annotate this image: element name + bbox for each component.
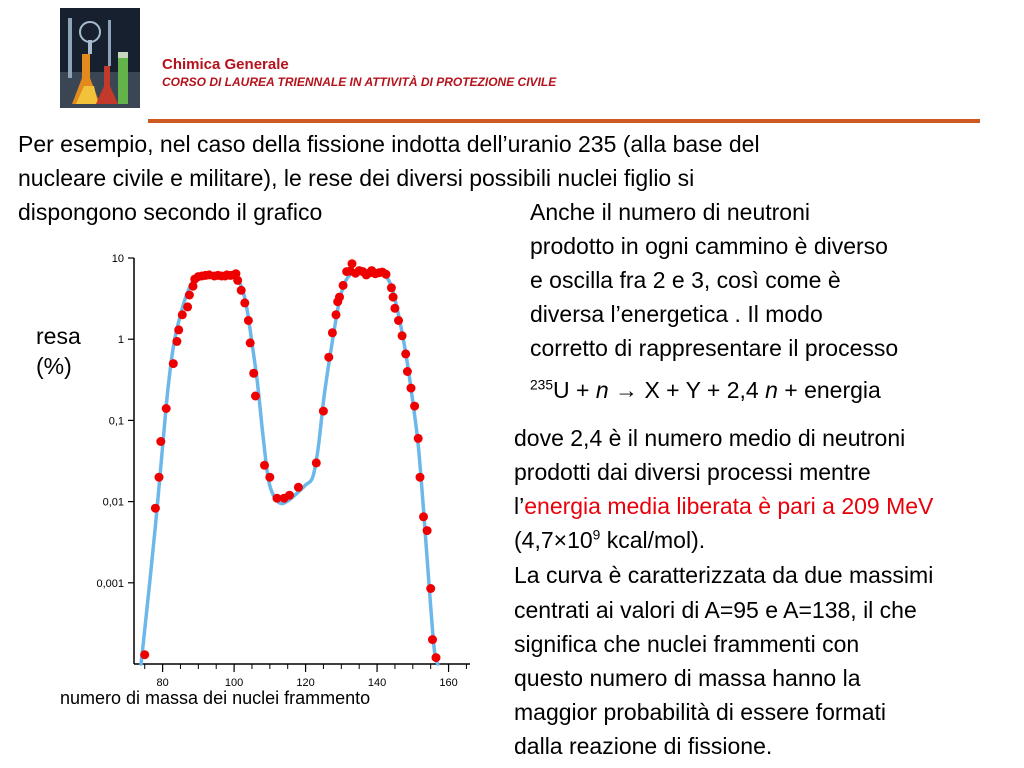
neutron-line-3: e oscilla fra 2 e 3, così come è <box>530 267 841 293</box>
course-title: Chimica Generale <box>162 56 289 73</box>
data-point <box>140 650 149 659</box>
yield-curve <box>141 271 438 664</box>
data-point <box>151 504 160 513</box>
data-point <box>260 461 269 470</box>
data-point <box>156 437 165 446</box>
y-tick-label: 0,01 <box>102 496 124 509</box>
x-axis-label: numero di massa dei nuclei frammento <box>60 688 371 708</box>
conclusion-line-5: maggior probabilità di essere formati <box>514 699 887 725</box>
data-point <box>426 584 435 593</box>
y-tick-label: 10 <box>111 253 124 265</box>
data-point <box>414 434 423 443</box>
y-tick-label: 1 <box>117 334 124 347</box>
data-point <box>419 512 428 521</box>
data-point <box>390 304 399 313</box>
data-point <box>244 316 253 325</box>
x-tick-label: 100 <box>224 677 244 689</box>
data-point <box>401 349 410 358</box>
data-point <box>249 369 258 378</box>
data-point <box>172 337 181 346</box>
intro-line-1: Per esempio, nel caso della fissione indotta dell’uranio 235 (alla base del <box>18 131 760 157</box>
data-point <box>294 483 303 492</box>
data-point <box>155 473 164 482</box>
y-tick-label: 0,001 <box>96 577 124 590</box>
conclusion-line-3: significa che nuclei frammenti con <box>514 631 860 657</box>
x-tick-label: 160 <box>439 677 458 689</box>
data-point <box>423 526 432 535</box>
data-point <box>324 353 333 362</box>
desc-line-1: dove 2,4 è il numero medio di neutroni <box>514 425 906 451</box>
course-subtitle: CORSO DI LAUREA TRIENNALE IN ATTIVITÀ DI PROTEZIONE CIVILE <box>162 75 557 89</box>
energy-unit: kcal/mol). <box>600 527 706 553</box>
desc-line-2: prodotti dai diversi processi mentre <box>514 459 871 485</box>
data-point <box>328 328 337 337</box>
data-point <box>246 338 255 347</box>
neutron-line-5: corretto di rappresentare il processo <box>530 335 899 361</box>
data-point <box>183 302 192 311</box>
data-point <box>251 392 260 401</box>
data-point <box>162 404 171 413</box>
data-point <box>394 316 403 325</box>
neutron-line-4: diversa l’energetica . Il modo <box>530 301 823 327</box>
data-point <box>169 359 178 368</box>
data-point <box>339 281 348 290</box>
energy-value: (4,7×10 <box>514 527 593 553</box>
neutron-symbol-2: n <box>765 377 778 403</box>
data-point <box>410 402 419 411</box>
data-point <box>407 384 416 393</box>
y-axis-label-line-2: (%) <box>36 353 72 379</box>
plus-sign: + <box>569 377 596 403</box>
data-point <box>332 310 341 319</box>
data-point <box>348 259 357 268</box>
data-point <box>178 310 187 319</box>
data-point <box>335 293 344 302</box>
x-tick-label: 140 <box>367 677 387 689</box>
x-tick-label: 80 <box>156 677 169 689</box>
x-tick-label: 120 <box>296 677 315 689</box>
data-point <box>240 298 249 307</box>
neutron-line-2: prodotto in ogni cammino è diverso <box>530 233 888 259</box>
data-point <box>185 291 194 300</box>
data-point <box>233 276 242 285</box>
products: X + Y + 2,4 <box>644 377 766 403</box>
data-point <box>428 635 437 644</box>
element-symbol: U <box>553 377 570 403</box>
data-point <box>387 283 396 292</box>
data-point <box>319 407 328 416</box>
intro-line-2: nucleare civile e militare), le rese dei diversi possibili nuclei figlio si <box>18 165 695 191</box>
data-point <box>237 286 246 295</box>
data-point <box>265 473 274 482</box>
mass-number: 235 <box>530 377 554 393</box>
y-axis-label-line-1: resa <box>36 323 81 349</box>
intro-line-3: dispongono secondo il grafico <box>18 199 323 225</box>
data-point <box>416 473 425 482</box>
y-tick-label: 0,1 <box>108 415 124 428</box>
data-point <box>432 653 441 662</box>
desc-line-3-prefix: l’ <box>514 493 525 519</box>
data-point <box>174 325 183 334</box>
data-point <box>285 491 294 500</box>
conclusion-line-4: questo numero di massa hanno la <box>514 665 861 691</box>
energy-highlight: energia media liberata è pari a 209 MeV <box>524 493 934 519</box>
data-point <box>403 367 412 376</box>
neutron-symbol: n <box>595 377 609 403</box>
energy-exponent: 9 <box>592 527 601 543</box>
data-point <box>312 458 321 467</box>
data-point <box>382 270 391 279</box>
reaction-arrow: → <box>608 377 645 403</box>
data-point <box>389 293 398 302</box>
conclusion-line-6: dalla reazione di fissione. <box>514 733 773 759</box>
neutron-line-1: Anche il numero di neutroni <box>530 199 810 225</box>
data-point <box>398 331 407 340</box>
conclusion-line-1: La curva è caratterizzata da due massimi <box>514 562 934 588</box>
energy-term: + energia <box>777 377 881 403</box>
conclusion-line-2: centrati ai valori di A=95 e A=138, il che <box>514 597 917 623</box>
